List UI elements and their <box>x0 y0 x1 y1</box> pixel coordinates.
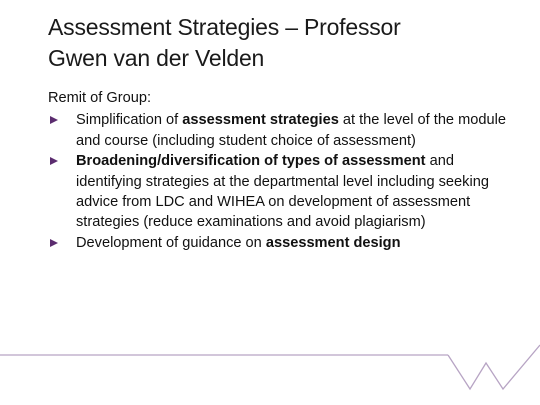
bullet-bold-text: Broadening/diversification of types of assessment <box>76 153 426 170</box>
bullet-arrow-icon <box>50 239 58 247</box>
title-line-1: Assessment Strategies – Professor <box>48 14 401 40</box>
bullet-text-part: at the level of the module and course (including student choice of assessment) <box>76 112 506 149</box>
bullet-arrow-icon <box>50 157 58 165</box>
slide-content <box>48 88 508 253</box>
logo-w-shape <box>448 345 540 389</box>
bullet-item-broadening <box>48 151 508 233</box>
bullet-bold-text: assessment strategies <box>182 112 339 129</box>
bullet-item-guidance <box>48 233 508 253</box>
intro-text: Remit of Group: <box>48 90 152 106</box>
bullet-bold-text: assessment design <box>265 234 401 251</box>
bullet-text-part: Development of guidance on <box>76 234 266 251</box>
slide-title <box>48 12 518 74</box>
bullet-item-simplification <box>48 110 508 151</box>
bullet-arrow-icon <box>50 116 58 124</box>
title-line-2: Gwen van der Velden <box>48 45 265 71</box>
bullet-text-part: Simplification of <box>76 112 183 129</box>
bullet-text-part: and identifying strategies at the departmental level including seeking advice from LDC and WIHEA on development of assessment strategies (reduce examinations and avoid plagiarism) <box>76 153 489 231</box>
bullet-list <box>48 110 508 253</box>
